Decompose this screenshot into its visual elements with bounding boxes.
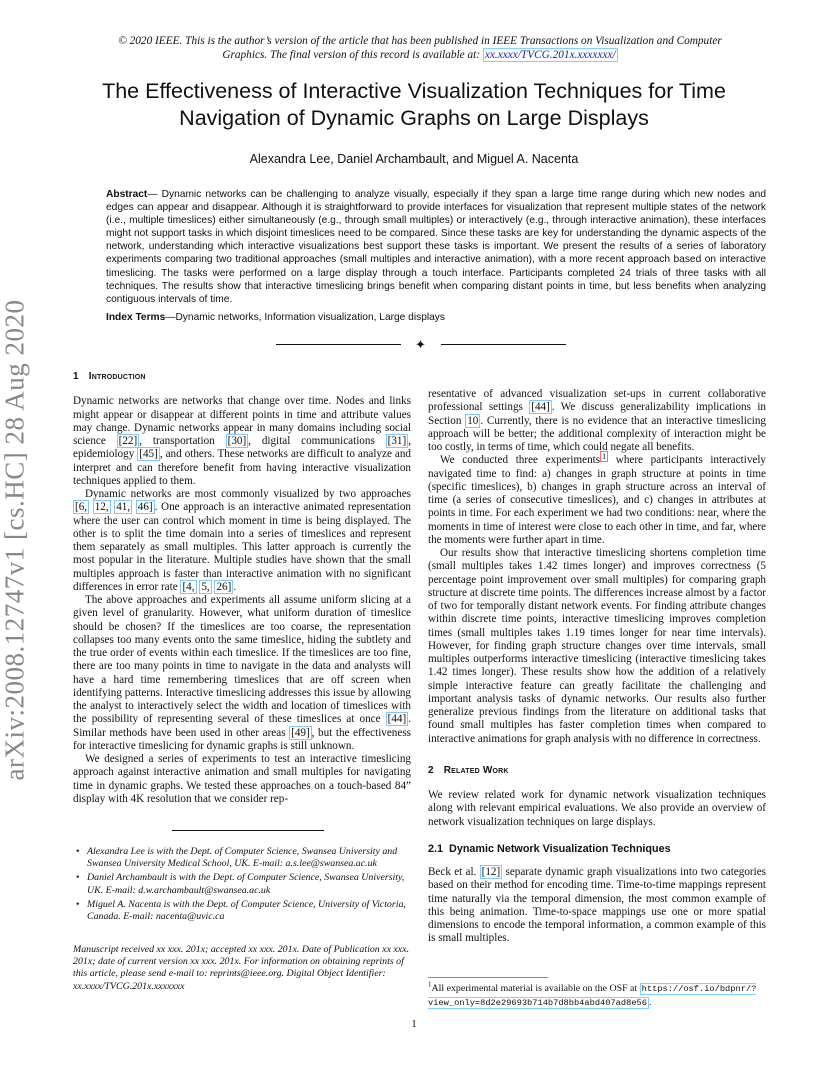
section-reference-link[interactable]: 10 <box>467 414 479 427</box>
citation-link[interactable]: 5, <box>201 580 210 593</box>
intro-paragraph-5: We conducted three experiments $^1$ where participants interactively navigated time to find: a) changes in graph structure at points in time (specific timeslices), b) changes in graph structure across an interval of time (a series of consecutive timeslices), and c) changes in attributes at points in time. For each experiment we had two conditions: near, where the moments in time of interest were close to each other in time, and far, where the moments were further apart in time. <box>428 451 767 546</box>
osf-url-link[interactable]: https://osf.io/bdpnr/?view_only=8d2e29693b714b7d8bb4abd407ad8e56 <box>428 984 757 1009</box>
citation-link[interactable]: 41, <box>116 501 131 514</box>
citation-link[interactable]: 26] <box>216 580 232 593</box>
abstract <box>106 188 766 306</box>
divider-line-left <box>276 344 401 345</box>
footnote-number: 1 <box>428 980 432 989</box>
citation-link[interactable]: [44] <box>387 713 407 726</box>
divider-diamond-icon: ✦ <box>415 337 426 352</box>
author-affiliations <box>73 846 411 925</box>
copyright-text: © 2020 IEEE. This is the author’s version of the article that has been published in IEEE Transactions on Visualization and Computer Graphics. The final version of this record is available at: <box>118 35 722 61</box>
intro-paragraph-4: We designed a series of experiments to test an interactive timeslicing approach against interactive animation and small multiples for navigating time in dynamic graphs. We tested these approaches on a touch-based 84” display with 4K resolution that we consider rep- <box>73 753 411 805</box>
citation-link[interactable]: [44] <box>531 401 550 414</box>
citation-link[interactable]: [31] <box>387 435 407 447</box>
citation-link[interactable]: [49] <box>291 726 310 739</box>
affiliation-item: • Daniel Archambault is with the Dept. of Computer Science, Swansea University, UK. E-mail: d.w.archambault@swansea.ac.uk <box>73 872 411 896</box>
abstract-label: Abstract <box>106 189 148 200</box>
subsection-title: Dynamic Network Visualization Techniques <box>449 842 671 855</box>
intro-paragraph-2: Dynamic networks are most commonly visualized by two approaches [6, 12, 41, 46] . One approach is an interactive animated representation where the user can control which moment in time is being displayed. The other is to split the time domain into a series of timeslices and represent them separately as small multiples. This latter approach is currently the most popular in the literature. Multiple studies have shown that the small multiples approach is faster than interactive animation with no significant differences in error rate [4, 5, 26] . <box>73 488 411 593</box>
citation-link[interactable]: [12] <box>481 866 501 878</box>
affiliation-item: • Alexandra Lee is with the Dept. of Computer Science, Swansea University and Swansea University Medical School, UK. E-mail: a.s.lee@swansea.ac.uk <box>73 846 411 870</box>
section-title: Related Work <box>443 764 509 776</box>
copyright-link[interactable]: xx.xxxx/TVCG.201x.xxxxxxx/ <box>484 49 616 61</box>
section-heading-related-work <box>428 764 766 777</box>
section-divider <box>276 338 566 352</box>
abstract-text: — Dynamic networks can be challenging to analyze visually, especially if they span a large time range during which new nodes and edges can appear and disappear. Although it is straightforward to provide interfaces for visualization that represent multiple states of the network (i.e., multiple timeslices) either simultaneously (e.g., through small multiples) or interactively (e.g., through interactive animation), these interfaces might not support tasks in which disjoint timeslices need to be compared. Since these tasks are key for understanding the dynamic aspects of the network, understanding which interactive visualizations best support these tasks is important. We present the results of a series of laboratory experiments comparing two traditional approaches (small multiples and interactive animation), with a more recent approach based on interactive timeslicing. The tasks were performed on a large display through a touch interface. Participants completed 24 trials of three tasks with all techniques. The results show that interactive timeslicing brings benefit when comparing distant points in time, but less benefits when analyzing contiguous intervals of time. <box>106 189 766 305</box>
manuscript-info: Manuscript received xx xxx. 201x; accepted xx xxx. 201x. Date of Publication xx xxx. 201x; date of current version xx xxx. 201x. For information on obtaining reprints of this article, please send e-mail to: reprints@ieee.org. Digital Object Identifier: xx.xxxx/TVCG.201x.xxxxxxx <box>73 944 410 992</box>
intro-paragraph-4-continued: resentative of advanced visualization set-ups in current collaborative professional settings [44] . We discuss generalizability implications in Section 10 . Currently, there is no evidence that an interactive timeslicing approach will be better; the additional complexity of interaction might be too costly, in terms of time, which could negate all benefits. <box>428 388 767 453</box>
section-title: Introduction <box>88 371 146 382</box>
citation-link[interactable]: [45] <box>139 448 158 461</box>
footnote-rule <box>172 830 324 831</box>
intro-paragraph-1: Dynamic networks are networks that change over time. Nodes and links might appear or disappear at different points in time and attribute values may change. Dynamic networks appear in many domains including social science [22] , transportation [30] , digital communications [31] , epidemiology [45] , and others. These networks are difficult to analyze and interpret and can therefore benefit from having interactive visualization techniques applied to them. <box>73 395 412 487</box>
subsection-number: 2.1 <box>428 842 444 855</box>
index-terms-label: Index Terms <box>106 312 166 323</box>
citation-link[interactable]: [4, <box>182 580 195 593</box>
index-terms-text: —Dynamic networks, Information visualization, Large displays <box>165 312 445 323</box>
left-column <box>73 370 411 806</box>
citation-link[interactable]: [30] <box>227 435 247 447</box>
citation-link[interactable]: 12, <box>94 501 109 514</box>
index-terms <box>106 311 766 324</box>
subsection-heading-2-1 <box>428 843 766 856</box>
footnote-rule-right <box>428 977 548 978</box>
citation-link[interactable]: [6, <box>75 501 88 514</box>
right-column <box>428 388 766 946</box>
intro-paragraph-3: The above approaches and experiments all assume uniform slicing at a given level of granularity. However, what uniform duration of timeslice should be chosen? If the timeslices are too coarse, the representation collapses too many events onto the same timeslice, hiding the subtlety and the true order of events within each timeslice. If the timeslices are too fine, there are too many points in time to navigate in the data and analysts will have a hard time remembering timeslices that are off screen when identifying patterns. Interactive timeslicing addresses this issue by allowing the analyst to interactively select the width and location of timeslices with the possibility of representing several of these timeslices at once [44] . Similar methods have been used in other areas [49] , but the effectiveness for interactive timeslicing for dynamic graphs is still unknown. <box>73 594 411 752</box>
footnote-marker-link[interactable]: 1 <box>602 451 607 461</box>
divider-line-right <box>441 344 566 345</box>
author-list: Alexandra Lee, Daniel Archambault, and Miguel A. Nacenta <box>249 152 579 166</box>
related-work-paragraph-1: We review related work for dynamic network visualization techniques along with relevant empirical evaluations. We also provide an overview of network visualization techniques on large displays. <box>428 789 766 828</box>
copyright-notice <box>95 34 745 62</box>
subsection-paragraph-1: Beck et al. [12] separate dynamic graph visualizations into two categories based on their method for encoding time. Time-to-time mappings represent time naturally via the temporal dimension, the most common example of this being animation. Time-to-space mappings use one or more spatial dimensions to encode the temporal information, a common example of this is small multiples. <box>428 866 766 945</box>
footnote-1: $^1$All experimental material is available on the OSF at https://osf.io/bdpnr/?view_only=8d2e29693b714b7d8bb4abd407ad8e56 . <box>428 980 757 1009</box>
arxiv-identifier-text: arXiv:2008.12747v1 [cs.HC] 28 Aug 2020 <box>0 299 30 781</box>
citation-link[interactable]: 46] <box>137 501 153 514</box>
section-number: 1 <box>73 371 79 382</box>
page-number: 1 <box>411 1018 417 1030</box>
section-number: 2 <box>428 764 434 776</box>
paper-title: The Effectiveness of Interactive Visualization Techniques for Time Navigation of Dynamic Graphs on Large Displays <box>102 79 726 130</box>
intro-paragraph-6: Our results show that interactive timeslicing shortens completion time (small multiples takes 1.42 times longer) and improves correctness (5 percentage point improvement over small multiples) for comparing graph structure at discrete time points. The differences increase almost by a factor of two for temporally distant network events. For finding attribute changes within discrete time points, interactive timeslicing improves completion times (small multiples takes 1.19 times longer for near time intervals). However, for finding graph structure changes over time intervals, small multiples outperforms interactive timeslicing (interactive timeslicing takes 1.42 times longer). These results show how the addition of a relatively simple interactive feature can greatly facilitate the challenging and important analysis tasks of dynamic networks. Our results also further generalize previous findings from the literature on additional tasks that found small multiples has faster completion times when compared to interactive animations for graph analysis with no difference in correctness. <box>428 547 766 745</box>
section-heading-introduction <box>73 370 411 383</box>
affiliation-item: • Miguel A. Nacenta is with the Dept. of Computer Science, University of Victoria, Canada. E-mail: nacenta@uvic.ca <box>73 899 411 923</box>
citation-link[interactable]: [22] <box>118 435 138 447</box>
